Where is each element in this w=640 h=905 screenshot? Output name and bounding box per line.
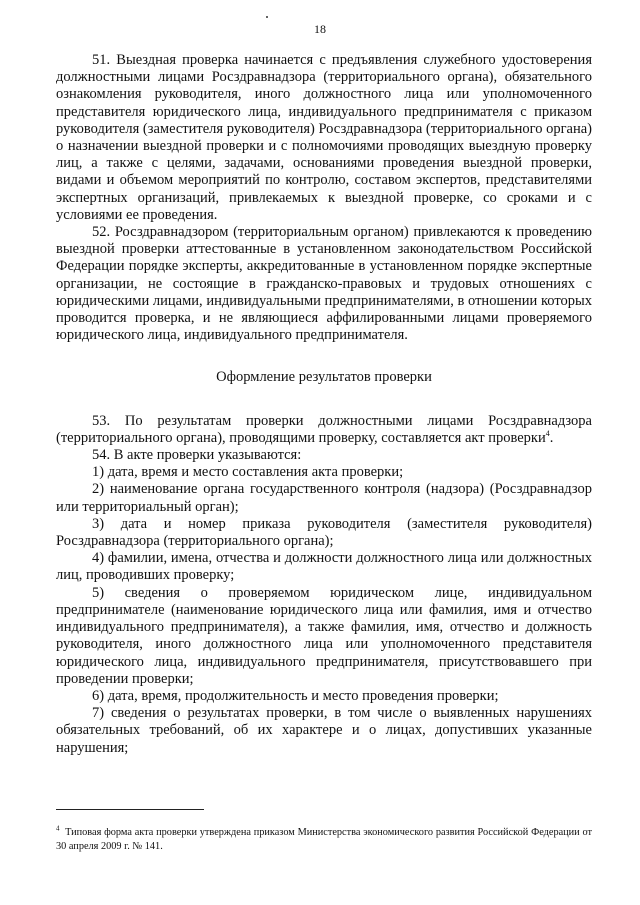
document-body — [56, 52, 592, 757]
section-heading: Оформление результатов проверки — [216, 369, 432, 386]
list-item-7: 7) сведения о результатах проверки, в том числе о выявленных нарушениях обязательных требований, об их характере и о лицах, допустивших указанные нарушения; — [56, 705, 592, 756]
footnote-mark: 4 — [56, 824, 60, 833]
list-item-4: 4) фамилии, имена, отчества и должности должностного лица или должностных лиц, проводивших проверку; — [56, 550, 592, 584]
footnote — [56, 826, 592, 854]
paragraph-53-end: . — [549, 429, 554, 446]
paragraph-53-text: 53. По результатам проверки должностными лицами Росздравнадзора (территориального органа), проводящими проверку, составляется акт проверки — [56, 412, 592, 446]
paragraph-53 — [56, 413, 592, 447]
footnote-separator — [56, 809, 204, 810]
list-item-3: 3) дата и номер приказа руководителя (заместителя руководителя) Росздравнадзора (территориального органа); — [56, 515, 592, 550]
list-item-2: 2) наименование органа государственного контроля (надзора) (Росздравнадзор или территориальный орган); — [56, 481, 592, 515]
footnote-reference[interactable]: 4 — [545, 429, 550, 439]
list-item-1: 1) дата, время и место составления акта проверки; — [92, 464, 404, 481]
list-item-5: 5) сведения о проверяемом юридическом лице, индивидуальном предпринимателе (наименование юридического лица или фамилия, имя и отчество индивидуального предпринимателя), а также фамилия, имя, отчество и должность руководителя, иного должностного лица или уполномоченного представителя юридического лица, индивидуального предпринимателя, присутствовавшего при проведении проверки; — [56, 584, 592, 687]
page-number: 18 — [314, 22, 326, 36]
scan-speck — [266, 16, 268, 18]
footnote-text: Типовая форма акта проверки утверждена приказом Министерства экономического развития Российской Федерации от 30 апреля 2009 г. № 141. — [56, 827, 592, 853]
paragraph-52: 52. Росздравнадзором (территориальным органом) привлекаются к проведению выездной проверки аттестованные в установленном законодательством Российской Федерации порядке эксперты, аккредитованные в установленном порядке экспертные организации, не состоящие в гражданско-правовых и трудовых отношениях с юридическими лицами, индивидуальными предпринимателями, в отношении которых проводится проверка, и не являющиеся аффилированными лицами проверяемого юридического лица, индивидуального предпринимателя. — [56, 224, 592, 344]
list-item-6: 6) дата, время, продолжительность и место проведения проверки; — [92, 687, 499, 704]
paragraph-51: 51. Выездная проверка начинается с предъявления служебного удостоверения должностными лицами Росздравнадзора (территориального органа), обязательного ознакомления руководителя, иного должностного лица или уполномоченного представителя юридического лица, индивидуального предпринимателя с приказом руководителя (заместителя руководителя) Росздравнадзора (территориального органа) о назначении выездной проверки и с полномочиями проводящих выездную проверку лиц, а также с целями, задачами, основаниями проведения выездной проверки, видами и объемом мероприятий по контролю, составом экспертов, представителями экспертных организаций, привлекаемых к выездной проверке, со сроками и с условиями ее проведения. — [56, 52, 592, 223]
paragraph-54: 54. В акте проверки указываются: — [92, 447, 302, 464]
